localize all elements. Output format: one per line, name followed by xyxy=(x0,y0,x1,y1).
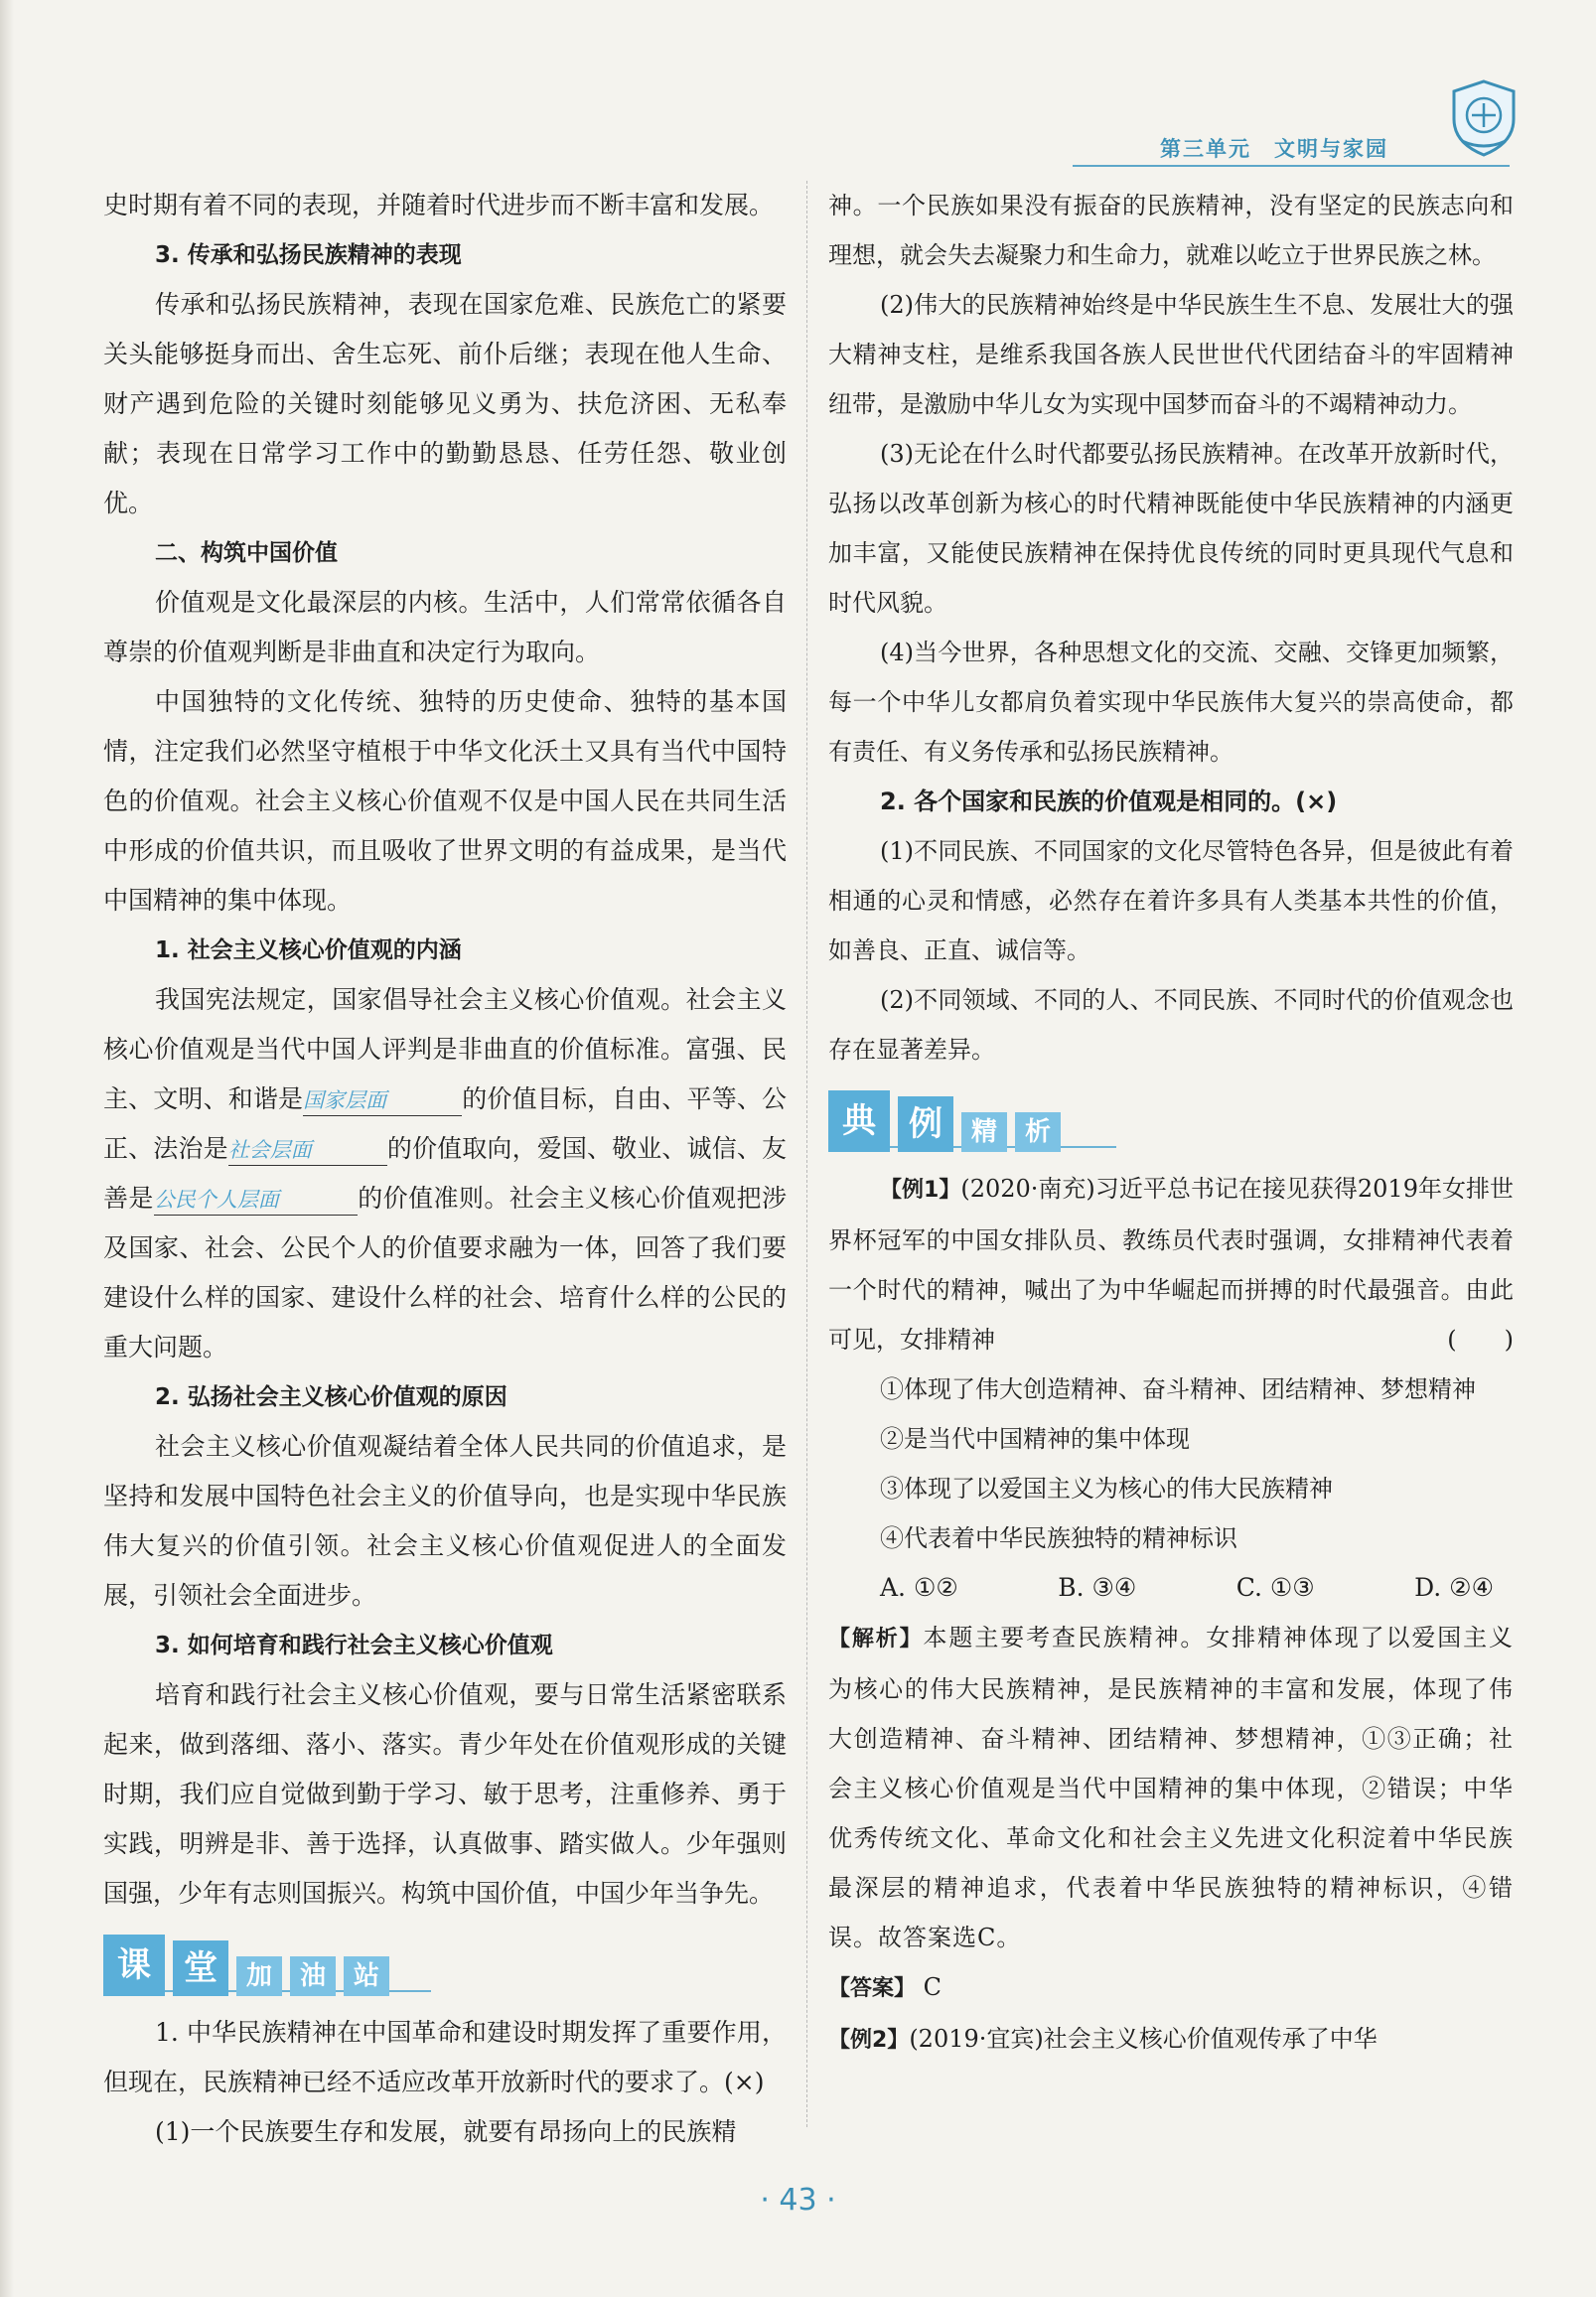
paragraph: (2)伟大的民族精神始终是中华民族生生不息、发展壮大的强大精神支柱，是维系我国各族人民世世代代团结奋斗的牢固精神纽带，是激励中华儿女为实现中国梦而奋斗的不竭精神动力。 xyxy=(828,291,1514,418)
text: 本题主要考查民族精神。女排精神体现了以爱国主义为核心的伟大民族精神，是民族精神的丰富和发展，体现了伟大创造精神、奋斗精神、团结精神、梦想精神，①③正确；社会主义核心价值观是当代中国精神的集中体现，②错误；中华优秀传统文化、革命文化和社会主义先进文化积淀着中华民族最深层的精神追求，代表着中华民族独特的精神标识，④错误。故答案选C。 xyxy=(828,1624,1514,1951)
header-rule xyxy=(1073,165,1510,167)
paragraph: (2)不同领域、不同的人、不同民族、不同时代的价值观念也存在显著差异。 xyxy=(828,986,1514,1064)
banner-char: 堂 xyxy=(173,1940,228,1996)
paragraph: 培育和践行社会主义核心价值观，要与日常生活紧密联系起来，做到落细、落小、落实。青少年处在价值观形成的关键时期，我们应自觉做到勤于学习、敏于思考，注重修养、勇于实践，明辨是非、善于选择，认真做事、踏实做人。少年强则国强，少年有志则国振兴。构筑中国价值，中国少年当争先。 xyxy=(103,1680,787,1908)
paragraph: 传承和弘扬民族精神，表现在国家危难、民族危亡的紧要关头能够挺身而出、舍生忘死、前仆后继；表现在他人生命、财产遇到危险的关键时刻能够见义勇为、扶危济困、无私奉献；表现在日常学习工作中的勤勤恳恳、任劳任怨、敬业创优。 xyxy=(103,290,787,517)
banner-char: 加 xyxy=(236,1956,282,1996)
banner-classroom xyxy=(103,1929,431,1996)
text: (2019·宜宾)社会主义核心价值观传承了中华 xyxy=(909,2025,1378,2053)
question-1-point-1: (1)一个民族要生存和发展，就要有昂扬向上的民族精 xyxy=(155,2117,737,2146)
paragraph: 中国独特的文化传统、独特的历史使命、独特的基本国情，注定我们必然坚守植根于中华文化沃土又具有当代中国特色的价值观。社会主义核心价值观不仅是中国人民在共同生活中形成的价值共识，而且吸收了世界文明的有益成果，是当代中国精神的集中体现。 xyxy=(103,687,787,915)
text: 的价值目标，自由、平等、公正、法治是 xyxy=(103,1084,787,1163)
answer-value: C xyxy=(923,1973,943,2001)
text: 的价值取向，爱国、敬业、诚信、友善是 xyxy=(103,1134,787,1213)
banner-char: 站 xyxy=(344,1956,389,1996)
answer-tag: 【答案】 xyxy=(828,1976,917,2001)
paragraph: (4)当今世界，各种思想文化的交流、交融、交锋更加频繁，每一个中华儿女都肩负着实现中华民族伟大复兴的崇高使命，都有责任、有义务传承和弘扬民族精神。 xyxy=(828,639,1514,766)
banner-char: 例 xyxy=(898,1096,953,1152)
banner-char: 典 xyxy=(828,1090,890,1152)
fill-blank-3: 公民个人层面 xyxy=(154,1185,358,1216)
page-edge xyxy=(0,0,14,2297)
unit-header: 第三单元 文明与家园 xyxy=(1160,136,1388,161)
banner-char: 精 xyxy=(961,1112,1007,1152)
banner-examples xyxy=(828,1084,1116,1152)
choices-row xyxy=(828,1563,1514,1613)
paragraph: (1)不同民族、不同国家的文化尽管特色各异，但是彼此有着相通的心灵和情感，必然存在着许多具有人类基本共性的价值，如善良、正直、诚信等。 xyxy=(828,837,1514,964)
answer xyxy=(828,1962,1514,2014)
example-2 xyxy=(828,2014,1514,2066)
choice-b: B. ③④ xyxy=(1058,1573,1137,1602)
right-column xyxy=(828,181,1514,2066)
subheading: 2. 弘扬社会主义核心价值观的原因 xyxy=(155,1384,508,1410)
choice-c: C. ①③ xyxy=(1235,1573,1315,1602)
banner-char: 析 xyxy=(1015,1112,1061,1152)
paragraph: 价值观是文化最深层的内核。生活中，人们常常依循各自尊崇的价值观判断是非曲直和决定行为取向。 xyxy=(103,588,787,666)
subheading: 3. 传承和弘扬民族精神的表现 xyxy=(155,242,462,268)
example-tag: 【例1】 xyxy=(880,1178,961,1203)
choice-d: D. ②④ xyxy=(1414,1573,1494,1602)
text: (2020·南充)习近平总书记在接见获得2019年女排世界杯冠军的中国女排队员、教练员代表时强调，女排精神代表着一个时代的精神，喊出了为中华崛起而拼搏的时代最强音。由此可见，女排精神 xyxy=(828,1175,1514,1354)
paragraph-with-blanks xyxy=(103,975,787,1372)
option-3: ③体现了以爱国主义为核心的伟大民族精神 xyxy=(880,1475,1333,1503)
question-2: 2. 各个国家和民族的价值观是相同的。(×) xyxy=(880,788,1338,815)
option-4: ④代表着中华民族独特的精神标识 xyxy=(880,1524,1237,1552)
paragraph: 社会主义核心价值观凝结着全体人民共同的价值追求，是坚持和发展中国特色社会主义的价值导向，也是实现中华民族伟大复兴的价值引领。社会主义核心价值观促进人的全面发展，引领社会全面进步。 xyxy=(103,1432,787,1610)
fill-blank-1: 国家层面 xyxy=(303,1085,462,1116)
analysis xyxy=(828,1613,1514,1962)
paragraph: (3)无论在什么时代都要弘扬民族精神。在改革开放新时代，弘扬以改革创新为核心的时代精神既能使中华民族精神的内涵更加丰富，又能使民族精神在保持优良传统的同时更具现代气息和时代风貌。 xyxy=(828,440,1514,617)
text: 我国宪法规定，国家倡导社会主义核心价值观。社会主义核心价值观是当代中国人评判是非曲直的价值标准。富强、民主、文明、和谐是 xyxy=(103,985,787,1113)
left-column xyxy=(103,181,787,2157)
analysis-tag: 【解析】 xyxy=(828,1627,924,1651)
page-number: · 43 · xyxy=(760,2183,836,2218)
subheading: 3. 如何培育和践行社会主义核心价值观 xyxy=(155,1633,553,1658)
fill-blank-2: 社会层面 xyxy=(228,1135,387,1166)
choice-a: A. ①② xyxy=(880,1573,958,1602)
text: 的价值准则。社会主义核心价值观把涉及国家、社会、公民个人的价值要求融为一体，回答了我们要建设什么样的国家、建设什么样的社会、培育什么样的公民的重大问题。 xyxy=(103,1184,787,1362)
shield-logo-icon xyxy=(1448,77,1520,159)
example-1 xyxy=(828,1164,1514,1364)
paragraph: 史时期有着不同的表现，并随着时代进步而不断丰富和发展。 xyxy=(103,191,775,219)
banner-char: 课 xyxy=(103,1935,165,1996)
answer-paren: ( ) xyxy=(1447,1326,1514,1354)
banner-char: 油 xyxy=(290,1956,336,1996)
subheading: 1. 社会主义核心价值观的内涵 xyxy=(155,937,462,963)
option-2: ②是当代中国精神的集中体现 xyxy=(880,1425,1190,1453)
column-divider xyxy=(806,181,807,2127)
example-tag: 【例2】 xyxy=(828,2028,910,2053)
section-heading: 二、构筑中国价值 xyxy=(155,540,338,566)
paragraph: 神。一个民族如果没有振奋的民族精神，没有坚定的民族志向和理想，就会失去凝聚力和生命力，就难以屹立于世界民族之林。 xyxy=(828,192,1514,269)
question-1: 1. 中华民族精神在中国革命和建设时期发挥了重要作用，但现在，民族精神已经不适应改革开放新时代的要求了。(×) xyxy=(103,2018,787,2096)
option-1: ①体现了伟大创造精神、奋斗精神、团结精神、梦想精神 xyxy=(880,1375,1476,1403)
